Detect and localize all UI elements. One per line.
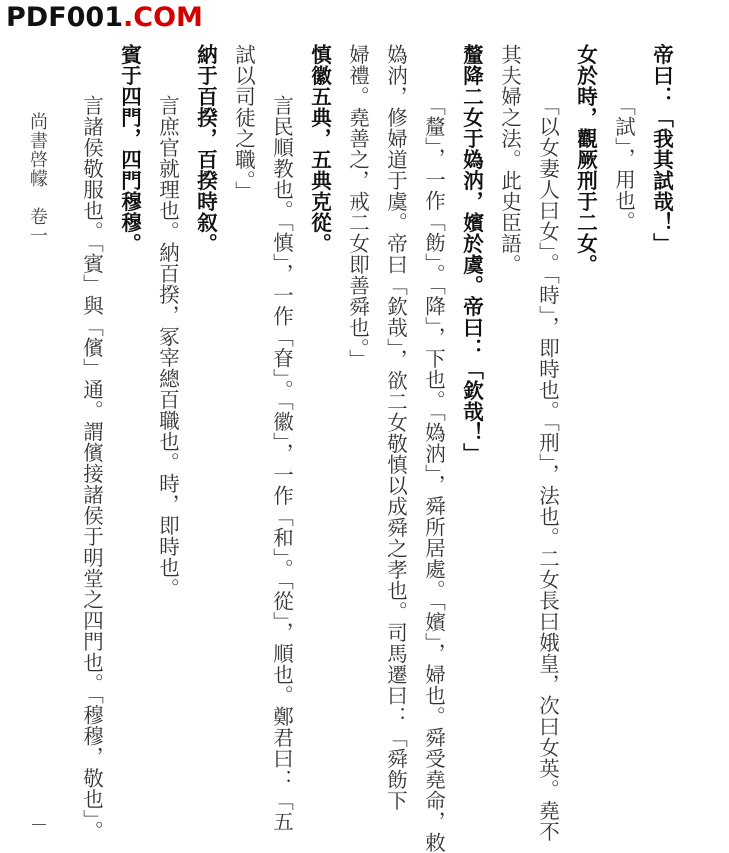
commentary-column: 「釐」，一作「飭」。「降」，下也。「媯汭」，舜所居處。「嬪」，婦也。舜受堯命，敕 (421, 95, 446, 853)
commentary-column: 言民順教也。「慎」，一作「眘」。「徽」，一作「和」。「從」，順也。鄭君曰：「五 (269, 95, 294, 832)
commentary-column: 其夫婦之法。此史臣語。 (497, 44, 522, 275)
commentary-column: 婦禮。堯善之，戒二女即善舜也。」 (345, 44, 370, 370)
classic-text-column: 賓于四門，四門穆穆。 (117, 44, 142, 254)
commentary-column: 言庶官就理也。納百揆，冢宰總百職也。時，即時也。 (155, 95, 180, 599)
classic-text-column: 女於時，觀厥刑于二女。 (573, 44, 598, 275)
watermark-part2: .COM (123, 2, 203, 33)
commentary-column: 「以女妻人曰女」。「時」，即時也。「刑」，法也。二女長曰娥皇，次曰女英。堯不 (535, 95, 560, 842)
commentary-column: 言諸侯敬服也。「賓」與「儐」通。謂儐接諸侯于明堂之四門也。「穆穆，敬也」。 (79, 95, 104, 842)
classic-text-column: 帝曰：「我其試哉！」 (649, 44, 674, 254)
classic-text-column: 納于百揆，百揆時叙。 (193, 44, 218, 254)
commentary-column: 試以司徒之職。」 (231, 44, 256, 202)
classic-text-column: 釐降二女于媯汭，嬪於虞。帝曰：「欽哉！」 (459, 44, 484, 464)
page-edge-mark (32, 824, 46, 825)
site-watermark (6, 4, 203, 31)
running-head: 尚書啓幪 卷一 (27, 112, 48, 245)
watermark-part1: PDF001 (6, 2, 124, 33)
commentary-column: 媯汭，修婦道于虞。帝曰「欽哉」，欲二女敬慎以成舜之孝也。司馬遷曰：「舜飭下 (383, 44, 408, 811)
commentary-column: 「試」，用也。 (611, 95, 636, 232)
classic-text-column: 慎徽五典，五典克從。 (307, 44, 332, 254)
